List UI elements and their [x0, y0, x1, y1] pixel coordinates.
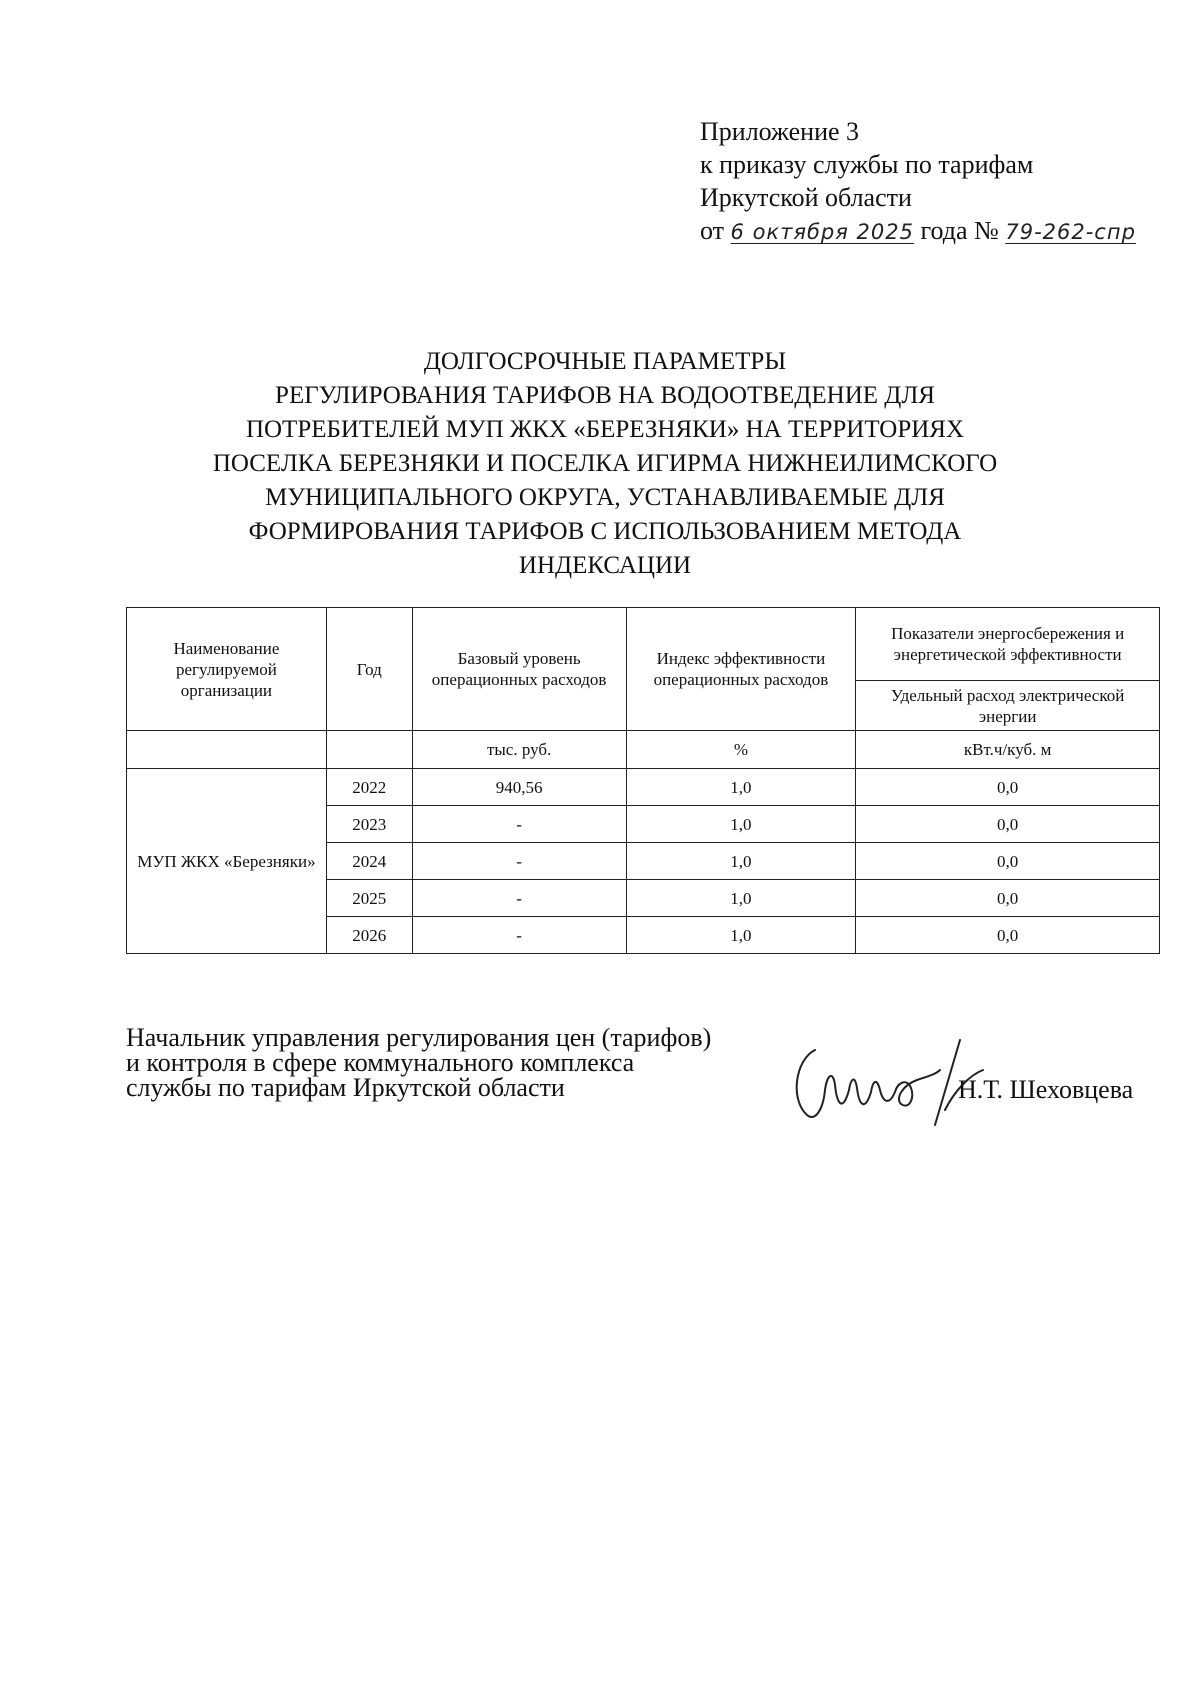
appendix-block	[700, 115, 1136, 249]
appendix-year-word: года №	[920, 216, 999, 245]
header-energy-sub: Удельный расход электрической энергии	[856, 681, 1160, 731]
cell-year: 2024	[326, 843, 412, 880]
title-line: ДОЛГОСРОЧНЫЕ ПАРАМЕТРЫ	[423, 348, 787, 375]
handwritten-number: 79-262-спр	[1005, 220, 1136, 244]
header-org: Наименование регулируемой организации	[127, 608, 327, 731]
title-line: ПОТРЕБИТЕЛЕЙ МУП ЖКХ «БЕРЕЗНЯКИ» НА ТЕРРИТОРИЯХ	[245, 416, 965, 443]
signer-position	[126, 1025, 711, 1100]
header-base: Базовый уровень операционных расходов	[412, 608, 626, 731]
cell-base: 940,56	[412, 769, 626, 806]
cell-year: 2023	[326, 806, 412, 843]
parameters-table	[126, 607, 1160, 954]
signer-line-1: Начальник управления регулирования цен (тарифов)	[126, 1023, 712, 1052]
appendix-from: от	[700, 216, 725, 245]
appendix-line-2: к приказу службы по тарифам	[700, 150, 1034, 179]
cell-energy: 0,0	[856, 917, 1160, 954]
cell-base: -	[412, 917, 626, 954]
unit-base: тыс. руб.	[412, 731, 626, 769]
handwritten-signature	[785, 1030, 985, 1130]
title-line: РЕГУЛИРОВАНИЯ ТАРИФОВ НА ВОДООТВЕДЕНИЕ ДЛЯ	[275, 382, 935, 409]
cell-index: 1,0	[626, 917, 856, 954]
cell-index: 1,0	[626, 806, 856, 843]
cell-index: 1,0	[626, 880, 856, 917]
table-units-row	[127, 731, 1160, 769]
cell-year: 2026	[326, 917, 412, 954]
header-index: Индекс эффективности операционных расходов	[626, 608, 856, 731]
appendix-line-4	[700, 214, 1136, 249]
signer-line-2: и контроля в сфере коммунального комплекса	[126, 1048, 635, 1077]
units-year-empty	[326, 731, 412, 769]
cell-energy: 0,0	[856, 769, 1160, 806]
cell-index: 1,0	[626, 843, 856, 880]
organization-cell: МУП ЖКХ «Березняки»	[127, 769, 327, 954]
unit-energy: кВт.ч/куб. м	[856, 731, 1160, 769]
document-title	[160, 345, 1050, 583]
signer-name: Н.Т. Шеховцева	[958, 1075, 1134, 1104]
title-line: МУНИЦИПАЛЬНОГО ОКРУГА, УСТАНАВЛИВАЕМЫЕ ДЛЯ	[265, 484, 945, 511]
title-line: ПОСЕЛКА БЕРЕЗНЯКИ И ПОСЕЛКА ИГИРМА НИЖНЕИЛИМСКОГО	[212, 450, 998, 477]
cell-year: 2025	[326, 880, 412, 917]
appendix-line-3: Иркутской области	[700, 183, 912, 212]
header-energy-group: Показатели энергосбережения и энергетической эффективности	[856, 608, 1160, 681]
cell-base: -	[412, 806, 626, 843]
cell-energy: 0,0	[856, 843, 1160, 880]
cell-base: -	[412, 843, 626, 880]
cell-index: 1,0	[626, 769, 856, 806]
handwritten-date: 6 октября 2025	[730, 220, 914, 244]
header-year: Год	[326, 608, 412, 731]
table-row	[127, 769, 1160, 806]
cell-energy: 0,0	[856, 806, 1160, 843]
title-line: ФОРМИРОВАНИЯ ТАРИФОВ С ИСПОЛЬЗОВАНИЕМ МЕТОДА	[248, 518, 962, 545]
units-org-empty	[127, 731, 327, 769]
table-header-row	[127, 608, 1160, 681]
cell-year: 2022	[326, 769, 412, 806]
cell-base: -	[412, 880, 626, 917]
unit-index: %	[626, 731, 856, 769]
signer-line-3: службы по тарифам Иркутской области	[126, 1073, 565, 1102]
cell-energy: 0,0	[856, 880, 1160, 917]
title-line: ИНДЕКСАЦИИ	[518, 552, 692, 579]
appendix-line-1: Приложение 3	[700, 117, 860, 146]
